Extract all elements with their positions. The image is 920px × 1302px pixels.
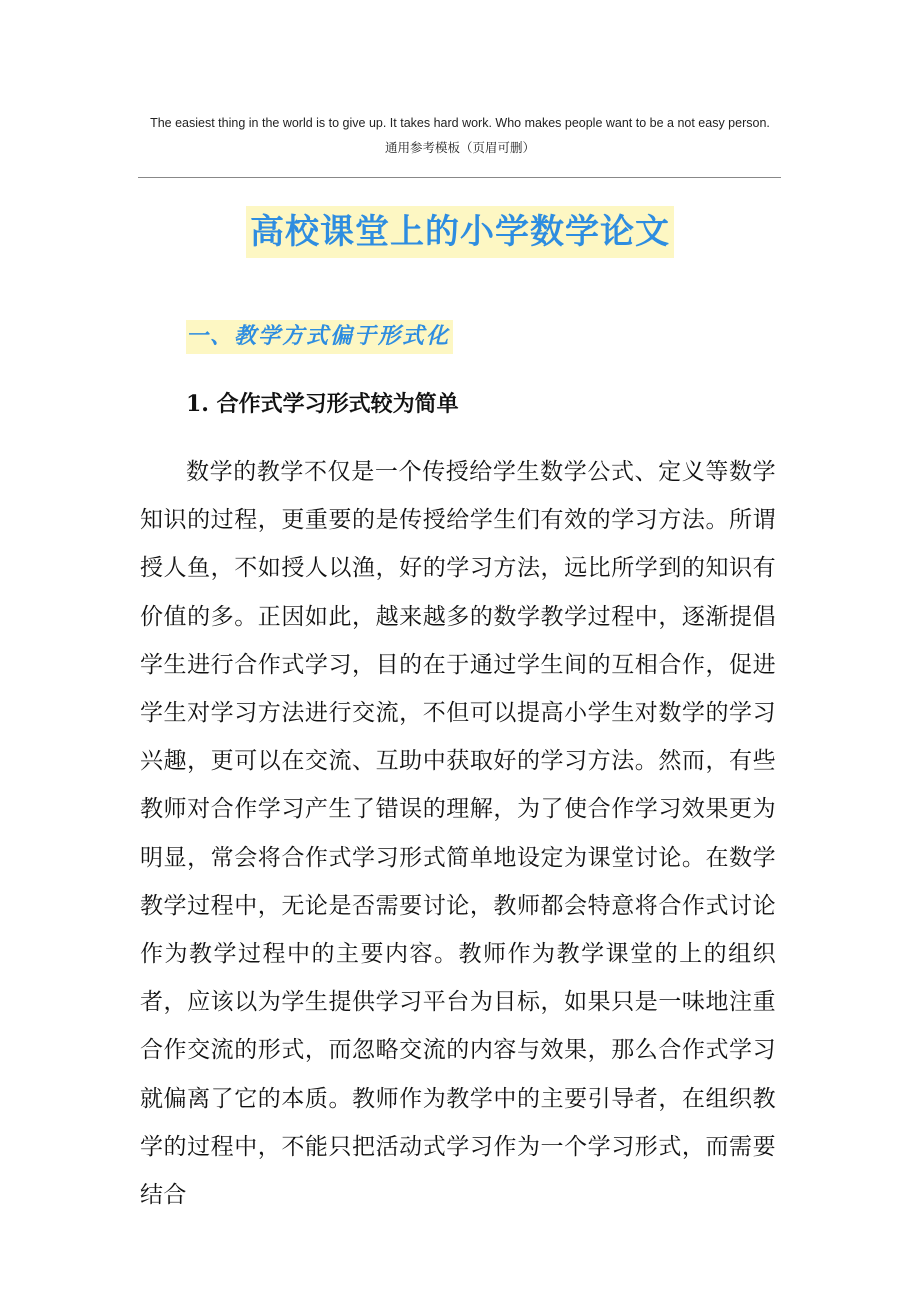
document-title — [0, 206, 920, 258]
header-quote: The easiest thing in the world is to give up. It takes hard work. Who makes people want to be a not easy person. — [150, 116, 770, 130]
body-paragraph: 数学的教学不仅是一个传授给学生数学公式、定义等数学知识的过程，更重要的是传授给学生们有效的学习方法。所谓授人鱼，不如授人以渔，好的学习方法，远比所学到的知识有价值的多。正因如此，越来越多的数学教学过程中，逐渐提倡学生进行合作式学习，目的在于通过学生间的互相合作，促进学生对学习方法进行交流，不但可以提高小学生对数学的学习兴趣，更可以在交流、互助中获取好的学习方法。然而，有些教师对合作学习产生了错误的理解，为了使合作学习效果更为明显，常会将合作式学习形式简单地设定为课堂讨论。在数学教学过程中，无论是否需要讨论，教师都会特意将合作式讨论作为教学过程中的主要内容。教师作为教学课堂的上的组织者，应该以为学生提供学习平台为目标，如果只是一味地注重合作交流的形式，而忽略交流的内容与效果，那么合作式学习就偏离了它的本质。教师作为教学中的主要引导者，在组织教学的过程中，不能只把活动式学习作为一个学习形式，而需要结合 — [140, 459, 776, 1209]
section-heading-text: 一、教学方式偏于形式化 — [186, 320, 453, 354]
header-divider — [138, 177, 781, 178]
document-title-text: 高校课堂上的小学数学论文 — [246, 206, 674, 258]
header-note: 通用参考模板（页眉可删） — [384, 140, 535, 155]
section-heading — [186, 320, 453, 354]
sub-heading: 1. 合作式学习形式较为简单 — [186, 391, 459, 417]
